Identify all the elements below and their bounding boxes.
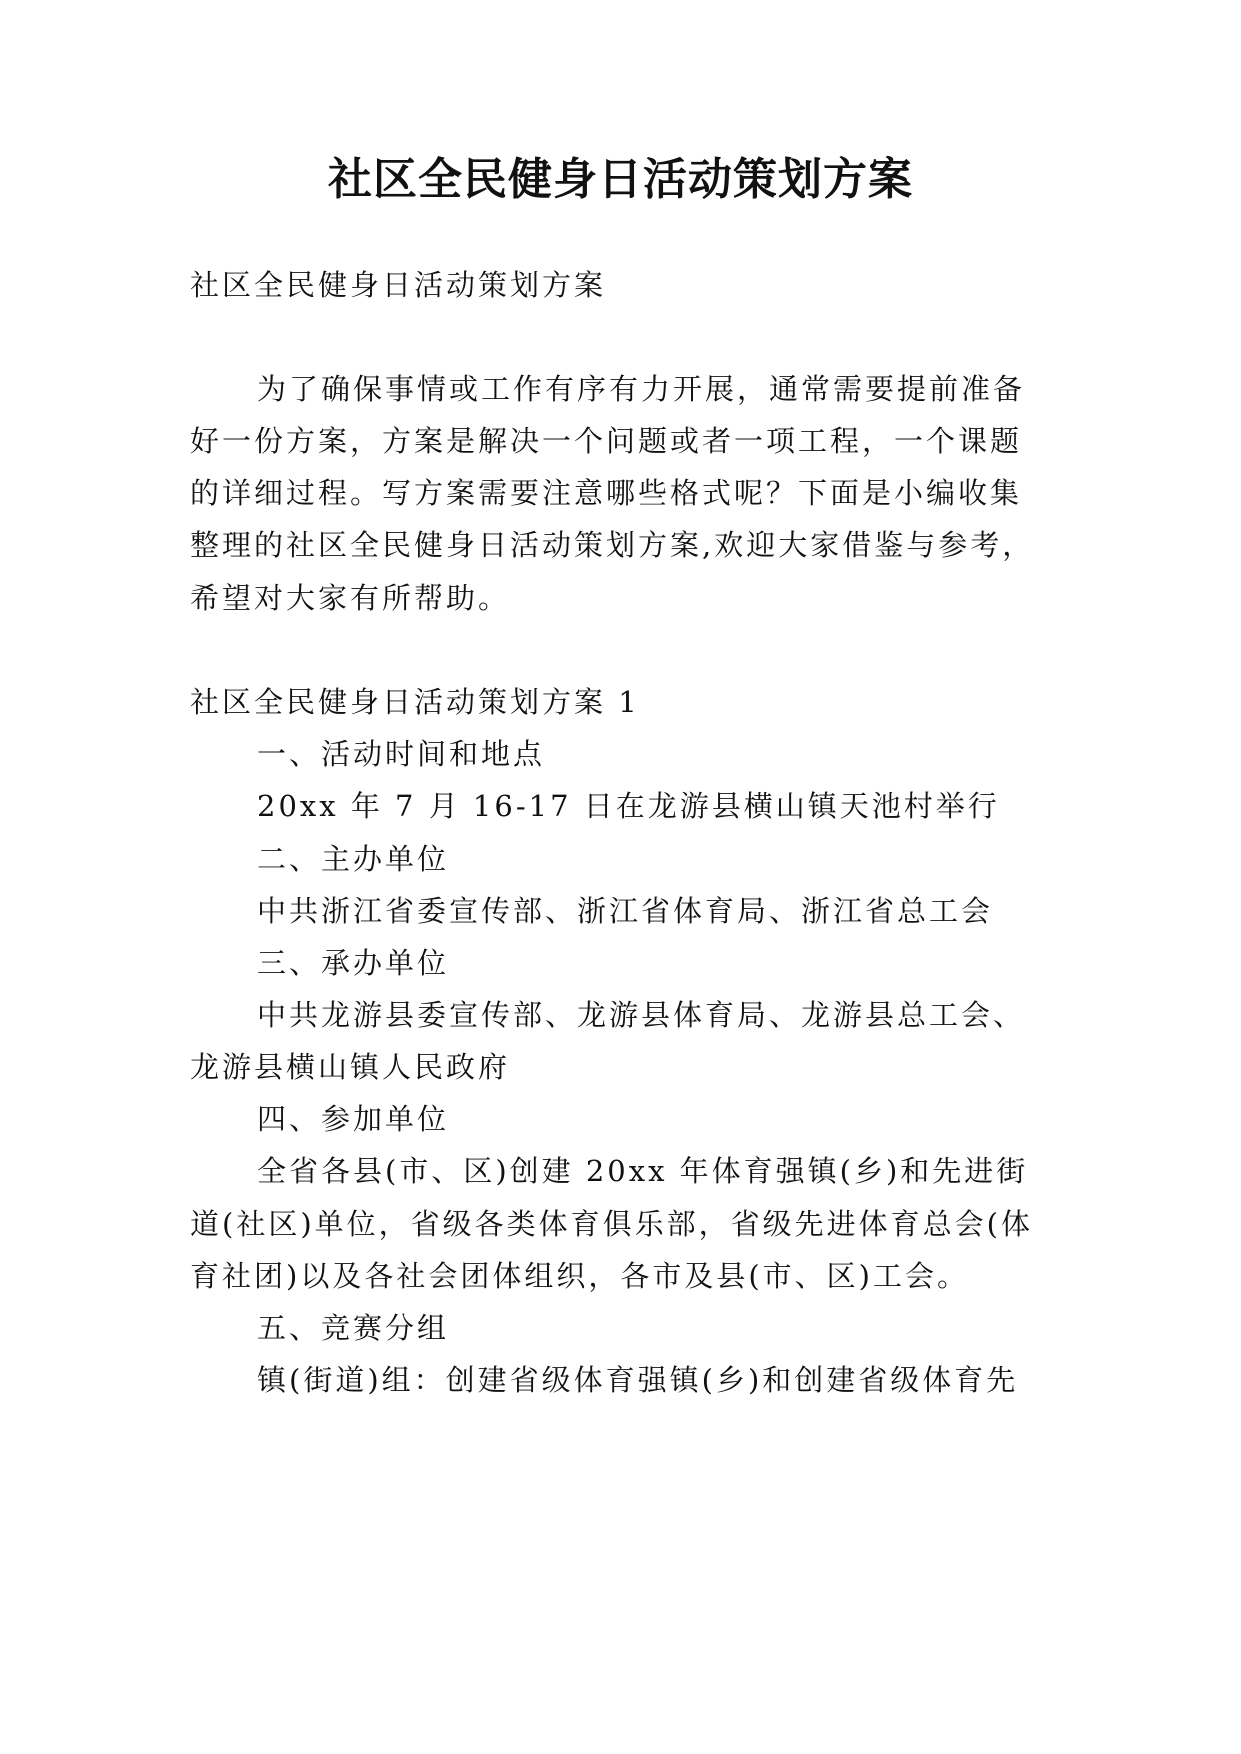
document-subtitle: 社区全民健身日活动策划方案 xyxy=(190,268,607,302)
text-participants-line-2: 道(社区)单位，省级各类体育俱乐部，省级先进体育总会(体 xyxy=(190,1207,1033,1241)
text-groups-line-1: 镇(街道)组：创建省级体育强镇(乡)和创建省级体育先 xyxy=(257,1363,1019,1397)
heading-groups: 五、竞赛分组 xyxy=(257,1311,450,1345)
section-1-title: 社区全民健身日活动策划方案 1 xyxy=(190,685,640,719)
document-title: 社区全民健身日活动策划方案 xyxy=(328,154,913,205)
heading-participants: 四、参加单位 xyxy=(257,1102,450,1136)
heading-time-place: 一、活动时间和地点 xyxy=(257,737,546,771)
intro-line-1: 为了确保事情或工作有序有力开展，通常需要提前准备 xyxy=(257,372,1026,406)
text-participants-line-3: 育社团)以及各社会团体组织，各市及县(市、区)工会。 xyxy=(190,1259,969,1293)
intro-line-3: 的详细过程。写方案需要注意哪些格式呢？下面是小编收集 xyxy=(190,476,1023,510)
intro-line-4: 整理的社区全民健身日活动策划方案,欢迎大家借鉴与参考， xyxy=(190,528,1035,562)
intro-line-5: 希望对大家有所帮助。 xyxy=(190,581,511,615)
text-undertaker-line-2: 龙游县横山镇人民政府 xyxy=(190,1050,511,1084)
text-time-place: 20xx 年 7 月 16-17 日在龙游县横山镇天池村举行 xyxy=(257,789,1000,823)
heading-undertaker: 三、承办单位 xyxy=(257,946,450,980)
text-participants-line-1: 全省各县(市、区)创建 20xx 年体育强镇(乡)和先进街 xyxy=(257,1154,1029,1188)
intro-line-2: 好一份方案，方案是解决一个问题或者一项工程，一个课题 xyxy=(190,424,1023,458)
heading-organizer: 二、主办单位 xyxy=(257,842,450,876)
text-undertaker-line-1: 中共龙游县委宣传部、龙游县体育局、龙游县总工会、 xyxy=(257,998,1026,1032)
text-organizer: 中共浙江省委宣传部、浙江省体育局、浙江省总工会 xyxy=(257,894,994,928)
